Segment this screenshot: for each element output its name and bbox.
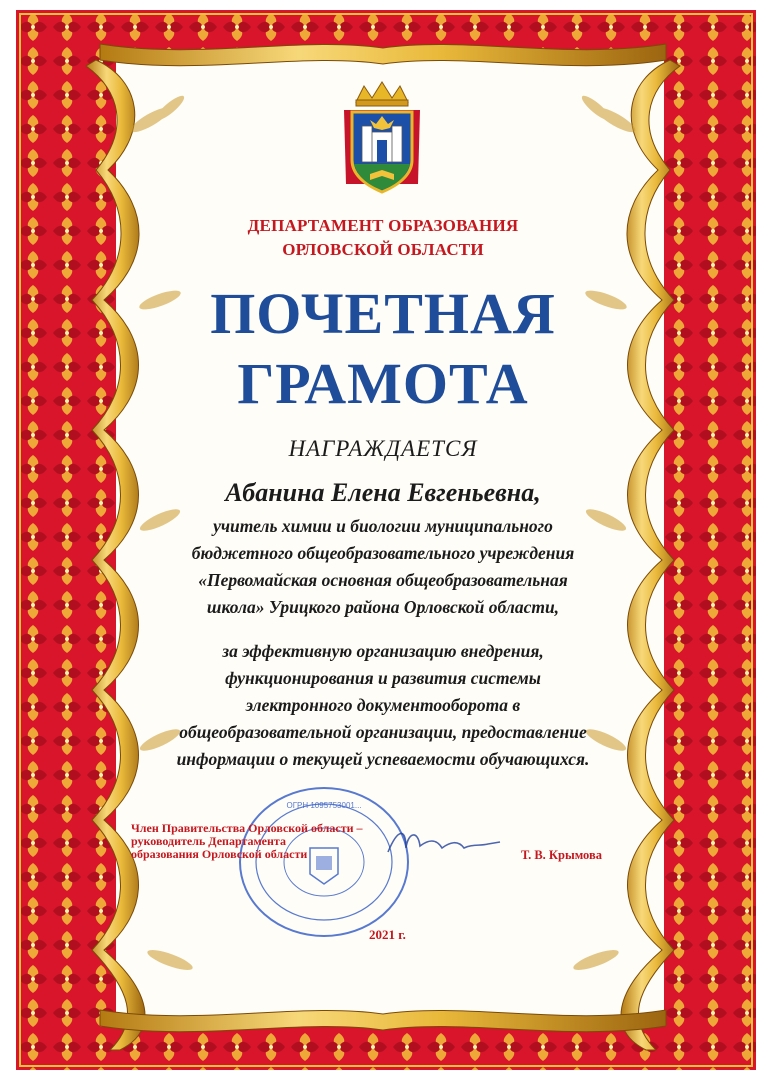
signatory-position-line: Член Правительства Орловской области –	[131, 821, 363, 835]
recipient-position-line: учитель химии и биологии муниципального	[213, 516, 553, 536]
signatory-position-line: руководитель Департамента	[131, 834, 286, 848]
award-reason-line: общеобразовательной организации, предоставление	[179, 722, 587, 742]
award-reason-line: информации о текущей успеваемости обучающихся.	[176, 749, 590, 769]
department-name-line-1: ДЕПАРТАМЕНТ ОБРАЗОВАНИЯ	[247, 216, 519, 235]
stamp-ogrn-text: ОГРН 1095753001...	[286, 801, 362, 810]
signatory-position-line: образования Орловской области	[131, 847, 308, 861]
recipient-position-line: школа» Урицкого района Орловской области,	[206, 597, 560, 617]
document-year: 2021 г.	[369, 927, 406, 942]
signatory-name: Т. В. Крымова	[521, 848, 602, 862]
recipient-position-line: «Первомайская основная общеобразовательная	[198, 570, 568, 590]
recipient-position-line: бюджетного общеобразовательного учреждения	[191, 543, 575, 563]
certificate-title-line-2: ГРАМОТА	[237, 351, 529, 416]
award-reason-line: за эффективную организацию внедрения,	[222, 641, 544, 661]
award-reason-line: функционирования и развития системы	[225, 668, 541, 688]
award-reason-line: электронного документооборота в	[245, 695, 521, 715]
signatory-position	[131, 822, 363, 861]
department-name-line-2: ОРЛОВСКОЙ ОБЛАСТИ	[282, 240, 484, 259]
handwritten-signature	[384, 818, 504, 868]
awarded-label: НАГРАЖДАЕТСЯ	[288, 436, 478, 461]
recipient-name: Абанина Елена Евгеньевна,	[225, 478, 541, 507]
certificate-title-line-1: ПОЧЕТНАЯ	[210, 281, 556, 346]
